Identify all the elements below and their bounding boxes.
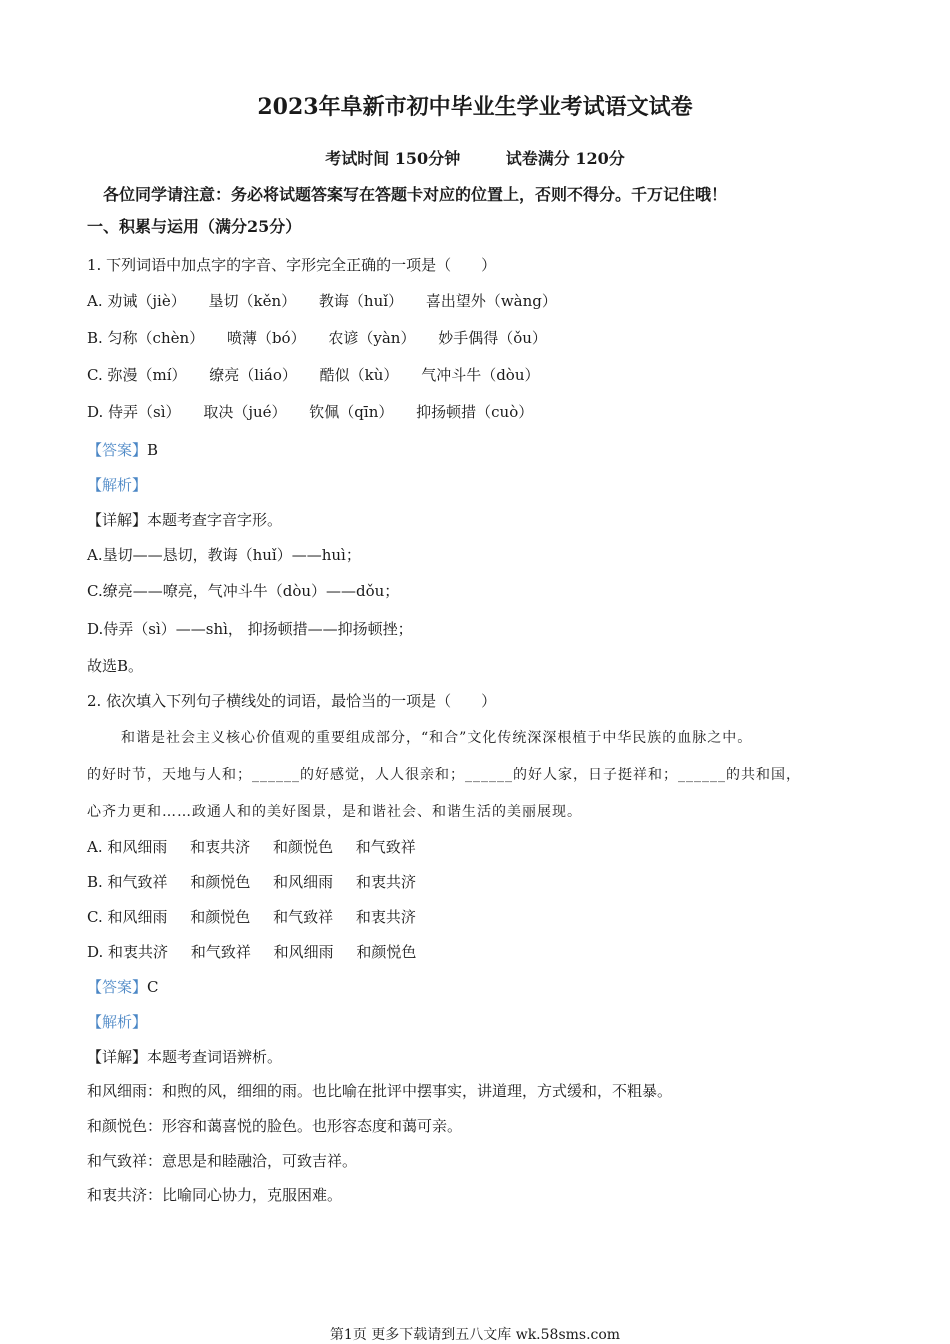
option-item: 教诲（huǐ） (318, 292, 404, 310)
exam-title: 2023年阜新市初中毕业生学业考试语文试卷 (257, 94, 693, 120)
notice-text: 各位同学请注意：务必将试题答案写在答题卡对应的位置上，否则不得分。千万记住哦！ (103, 185, 728, 204)
option-item: A. 和风细雨 (87, 838, 168, 856)
q1-detail-line: C.缭亮——嘹亮，气冲斗牛（dòu）——dǒu； (87, 582, 400, 600)
q1-option-c (87, 365, 557, 385)
option-item: 和颜悦色 (272, 838, 333, 856)
exam-time: 考试时间 150分钟 (325, 149, 461, 168)
exam-score: 试卷满分 120分 (505, 149, 625, 168)
option-item: 和颜悦色 (190, 873, 251, 891)
option-item: 和颜悦色 (356, 943, 417, 961)
option-item: A. 劝诫（jiè） (87, 292, 186, 310)
q1-detail-line: A.垦切——恳切，教诲（huǐ）——huì； (87, 546, 361, 564)
option-item: B. 匀称（chèn） (87, 329, 205, 347)
option-item: C. 弥漫（mí） (87, 366, 187, 384)
q1-answer (87, 440, 158, 460)
q2-option-c (87, 907, 434, 927)
answer-tag: 【答案】 (87, 978, 148, 996)
option-item: B. 和气致祥 (87, 873, 168, 891)
q1-option-d (87, 402, 551, 422)
option-item: D. 侍弄（sì） (87, 403, 181, 421)
q2-passage-line: 和谐是社会主义核心价值观的重要组成部分，“和合”文化传统深深根植于中华民族的血脉之中。 (121, 730, 753, 746)
q1-detail-line: 【详解】本题考查字音字形。 (87, 511, 283, 529)
option-item: D. 和衷共济 (87, 943, 169, 961)
q2-stem: 2. 依次填入下列句子横线处的词语，最恰当的一项是（ ） (87, 692, 497, 710)
option-item: 酷似（kù） (319, 366, 399, 384)
q2-option-d (87, 942, 434, 962)
option-item: 妙手偶得（ǒu） (438, 329, 547, 347)
q2-option-a (87, 837, 434, 857)
q2-detail-line: 和颜悦色：形容和蔼喜悦的脸色。也形容态度和蔼可亲。 (87, 1117, 463, 1135)
option-item: 抑扬顿措（cuò） (416, 403, 534, 421)
option-item: 喷薄（bó） (226, 329, 306, 347)
q2-detail-line: 【详解】本题考查词语辨析。 (87, 1048, 283, 1066)
answer-value: B (147, 441, 159, 459)
option-item: 取决（jué） (203, 403, 287, 421)
q2-detail-line: 和风细雨：和煦的风，细细的雨。也比喻在批评中摆事实，讲道理，方式缓和，不粗暴。 (87, 1082, 673, 1100)
option-item: 缭亮（liáo） (209, 366, 297, 384)
q1-stem: 1. 下列词语中加点字的字音、字形完全正确的一项是（ ） (87, 256, 497, 274)
q2-answer (87, 977, 159, 997)
option-item: 和衷共济 (190, 838, 251, 856)
answer-value: C (147, 978, 159, 996)
option-item: 喜出望外（wàng） (425, 292, 557, 310)
q1-detail-line: D.侍弄（sì）——shì， 抑扬顿措——抑扬顿挫； (87, 620, 413, 638)
q2-detail-line: 和衷共济：比喻同心协力，克服困难。 (87, 1186, 343, 1204)
option-item: C. 和风细雨 (87, 908, 168, 926)
q2-analysis-tag: 【解析】 (87, 1013, 148, 1031)
page-footer: 第1页 更多下载请到五八文库 wk.58sms.com (329, 1327, 621, 1343)
q2-passage-line: 的好时节，天地与人和；______的好感觉，人人很亲和；______的好人家，日子挺祥和；______的共和国， (87, 767, 801, 783)
option-item: 垦切（kěn） (208, 292, 297, 310)
q2-detail-line: 和气致祥：意思是和睦融洽，可致吉祥。 (87, 1152, 358, 1170)
q1-option-a (87, 291, 575, 311)
q2-option-b (87, 872, 434, 892)
q1-analysis-tag: 【解析】 (87, 476, 148, 494)
option-item: 和气致祥 (190, 943, 251, 961)
option-item: 钦佩（qīn） (309, 403, 394, 421)
q1-detail-line: 故选B。 (87, 657, 144, 675)
option-item: 气冲斗牛（dòu） (421, 366, 540, 384)
option-item: 农谚（yàn） (328, 329, 416, 347)
option-item: 和风细雨 (273, 873, 334, 891)
option-item: 和颜悦色 (190, 908, 251, 926)
option-item: 和气致祥 (273, 908, 334, 926)
option-item: 和风细雨 (273, 943, 334, 961)
exam-meta (0, 146, 950, 169)
section-heading: 一、积累与运用（满分25分） (87, 217, 302, 236)
option-item: 和衷共济 (355, 908, 416, 926)
answer-tag: 【答案】 (87, 441, 148, 459)
option-item: 和衷共济 (355, 873, 416, 891)
option-item: 和气致祥 (355, 838, 416, 856)
q1-option-b (87, 328, 565, 348)
q2-passage-line: 心齐力更和……政通人和的美好图景，是和谐社会、和谐生活的美丽展现。 (87, 804, 582, 820)
